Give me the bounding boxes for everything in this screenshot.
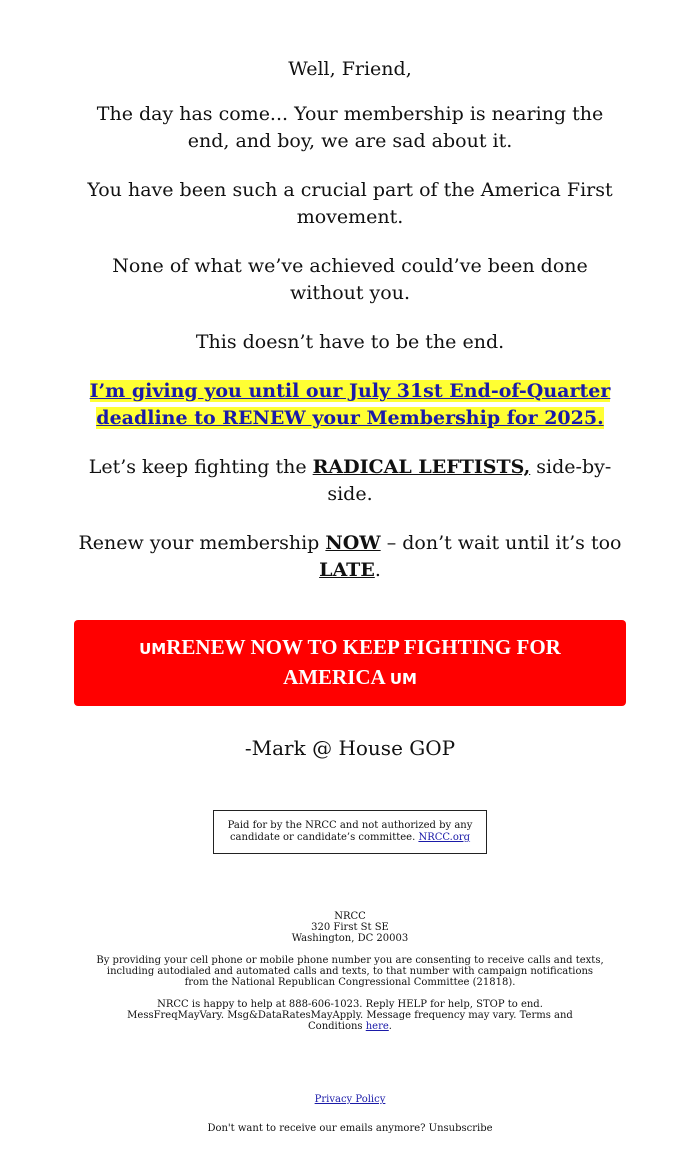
email-body (74, 0, 626, 1134)
paragraph-achieved: None of what we’ve achieved could’ve been done without you. (112, 255, 588, 304)
cta-glyph-left-icon: UM (139, 640, 167, 658)
renew-now-button[interactable] (74, 620, 626, 706)
late-emphasis: LATE (319, 559, 375, 581)
unsubscribe-line[interactable]: Don't want to receive our emails anymore? Unsubscribe (207, 1123, 493, 1134)
address-org: NRCC (334, 911, 366, 922)
paragraph-crucial-part: You have been such a crucial part of the America First movement. (87, 179, 613, 228)
terms-here-link[interactable]: here (365, 1021, 389, 1032)
footer (74, 911, 626, 1134)
fight-text-before: Let’s keep fighting the (88, 456, 313, 478)
nrcc-org-link[interactable]: NRCC.org (418, 832, 471, 843)
renew-text-middle: – don’t wait until it’s too (380, 532, 622, 554)
paragraph-not-the-end: This doesn’t have to be the end. (195, 331, 505, 353)
renew-paragraph (74, 530, 626, 584)
greeting: Well, Friend, (288, 58, 412, 80)
renew-deadline-link[interactable]: I’m giving you until our July 31st End-of-Quarter deadline to RENEW your Membership for 2025. (89, 380, 611, 429)
help-notice: NRCC is happy to help at 888-606-1023. Reply HELP for help, STOP to end. MessFreqMayVary. Msg&DataRatesMayApply. Message frequency may vary. Terms and Conditions here. (127, 999, 573, 1032)
radical-leftists-emphasis: RADICAL LEFTISTS, (312, 456, 531, 478)
address-street: 320 First St SE (311, 922, 389, 933)
deadline-paragraph (74, 378, 626, 432)
address-city: Washington, DC 20003 (291, 933, 409, 944)
mailing-address (74, 911, 626, 944)
privacy-row (74, 1094, 626, 1105)
paid-for-disclaimer (213, 810, 487, 854)
paragraph-membership-ending: The day has come... Your membership is nearing the end, and boy, we are sad about it. (96, 103, 604, 152)
privacy-policy-link[interactable]: Privacy Policy (314, 1094, 386, 1105)
now-emphasis: NOW (325, 532, 381, 554)
disclaimer-text: Paid for by the NRCC and not authorized by any candidate or candidate’s committee. (227, 820, 473, 843)
renew-now-button-label: RENEW NOW TO KEEP FIGHTING FOR AMERICA (166, 635, 561, 689)
renew-text-end: . (374, 559, 381, 581)
signature: -Mark @ House GOP (244, 736, 456, 760)
fight-paragraph (74, 454, 626, 508)
fight-text-after: side-by-side. (327, 456, 612, 505)
renew-text-before: Renew your membership (78, 532, 326, 554)
cta-glyph-right-icon: UM (389, 670, 417, 688)
sms-consent-notice: By providing your cell phone or mobile phone number you are consenting to receive calls and texts, including autodialed and automated calls and texts, to that number with campaign notifications from the National Republican Congressional Committee (21818). (96, 955, 604, 988)
help-text: NRCC is happy to help at 888-606-1023. Reply HELP for help, STOP to end. MessFreqMayVary. Msg&DataRatesMayApply. Message frequency may vary. Terms and Conditions (127, 999, 573, 1032)
